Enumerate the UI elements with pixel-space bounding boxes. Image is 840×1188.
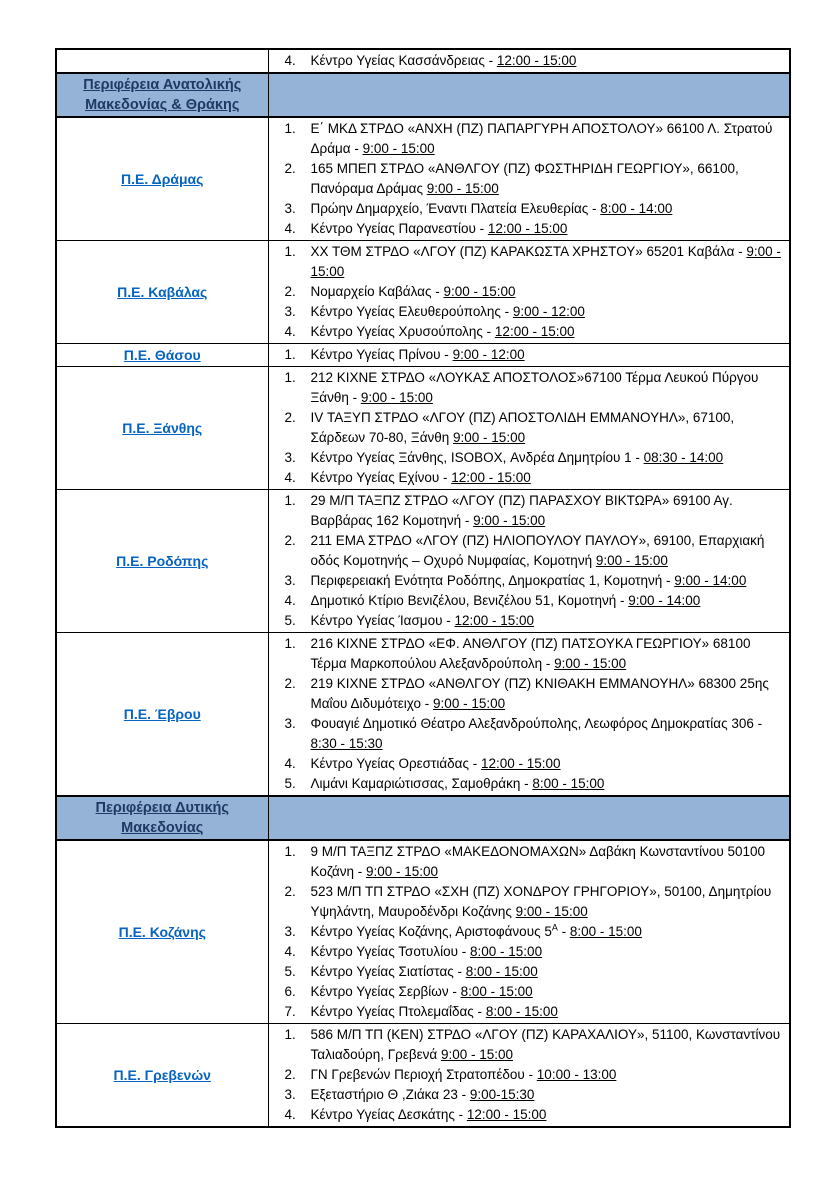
item-text: 219 ΚΙΧΝΕ ΣΤΡΔΟ «ΑΝΘΛΓΟΥ (ΠΖ) ΚΝΙΘΑΚΗ ΕΜΜΑΝΟΥΗΛ» 68300 25ης Μαΐου Διδυμότειχο - 9:00 - 15:00	[310, 676, 769, 711]
item-text: 9 Μ/Π ΤΑΞΠΖ ΣΤΡΔΟ «ΜΑΚΕΔΟΝΟΜΑΧΩΝ» Δαβάκη Κωνσταντίνου 50100 Κοζάνη - 9:00 - 15:00	[310, 844, 766, 879]
item-hours: 8:00 - 15:00	[485, 1004, 558, 1019]
item-text: Νομαρχείο Καβάλας - 9:00 - 15:00	[310, 284, 516, 299]
table-row	[56, 241, 790, 344]
list-item	[271, 199, 788, 219]
locations-cell	[268, 490, 790, 633]
item-hours: 8:00 - 15:00	[465, 964, 538, 979]
item-number: 3.	[284, 716, 296, 731]
list-item	[271, 714, 788, 754]
item-hours: 8:00 - 15:00	[532, 776, 605, 791]
item-text: Κέντρο Υγείας Ξάνθης, ISOBOX, Ανδρέα Δημητρίου 1 - 08:30 - 14:00	[310, 450, 724, 465]
region-link[interactable]: Π.Ε. Καβάλας	[117, 284, 208, 300]
list-item	[271, 611, 788, 631]
item-text: Περιφερειακή Ενότητα Ροδόπης, Δημοκρατίας 1, Κομοτηνή - 9:00 - 14:00	[310, 573, 747, 588]
item-number: 3.	[284, 450, 296, 465]
list-item	[271, 448, 788, 468]
region-cell	[56, 241, 268, 344]
list-item	[271, 51, 788, 71]
item-text: Κέντρο Υγείας Παρανεστίου - 12:00 - 15:00	[310, 221, 568, 236]
list-item	[271, 1065, 788, 1085]
table-row	[56, 633, 790, 797]
list-item	[271, 119, 788, 159]
locations-cell	[268, 49, 790, 73]
region-cell	[56, 490, 268, 633]
item-number: 4.	[284, 53, 296, 68]
item-superscript: Α	[551, 922, 558, 933]
item-number: 4.	[284, 324, 296, 339]
item-number: 4.	[284, 756, 296, 771]
region-header-cell	[56, 796, 268, 840]
item-text: ΓΝ Γρεβενών Περιοχή Στρατοπέδου - 10:00 - 13:00	[310, 1067, 617, 1082]
item-text: 29 Μ/Π ΤΑΞΠΖ ΣΤΡΔΟ «ΛΓΟΥ (ΠΖ) ΠΑΡΑΣΧΟΥ ΒΙΚΤΩΡΑ» 69100 Αγ. Βαρβάρας 162 Κομοτηνή - 9:00 - 15:00	[310, 493, 733, 528]
region-header-empty-cell	[268, 796, 790, 840]
item-text: Πρώην Δημαρχείο, Έναντι Πλατεία Ελευθερίας - 8:00 - 14:00	[310, 201, 673, 216]
item-hours: 9:00 - 15:00	[443, 284, 516, 299]
item-number: 3.	[284, 201, 296, 216]
item-number: 2.	[284, 533, 296, 548]
region-cell	[56, 344, 268, 367]
region-cell	[56, 1024, 268, 1128]
region-link[interactable]: Π.Ε. Δράμας	[121, 171, 204, 187]
region-header-empty-cell	[268, 73, 790, 117]
list-item	[271, 282, 788, 302]
item-number: 4.	[284, 944, 296, 959]
item-hours: 9:00 - 14:00	[628, 593, 701, 608]
item-hours: 12:00 - 15:00	[480, 756, 561, 771]
item-number: 4.	[284, 593, 296, 608]
item-hours: 9:00-15:30	[469, 1087, 535, 1102]
item-hours: 12:00 - 15:00	[494, 324, 575, 339]
item-number: 2.	[284, 410, 296, 425]
item-number: 3.	[284, 924, 296, 939]
item-number: 1.	[284, 493, 296, 508]
list-item	[271, 1025, 788, 1065]
item-text: Κέντρο Υγείας Δεσκάτης - 12:00 - 15:00	[310, 1107, 547, 1122]
item-text: 165 ΜΠΕΠ ΣΤΡΔΟ «ΑΝΘΛΓΟΥ (ΠΖ) ΦΩΣΤΗΡΙΔΗ ΓΕΩΡΓΙΟΥ», 66100, Πανόραμα Δράμας 9:00 - 15:00	[310, 161, 739, 196]
list-item	[271, 962, 788, 982]
list-item	[271, 408, 788, 448]
region-cell	[56, 49, 268, 73]
list-item	[271, 345, 788, 365]
region-header-label: Περιφέρεια Ανατολικής Μακεδονίας & Θράκης	[83, 77, 242, 113]
item-text: Κέντρο Υγείας Κοζάνης, Αριστοφάνους $5^A$ - 8:00 - 15:00	[310, 922, 642, 939]
item-hours: 9:00 - 15:00	[473, 513, 546, 528]
item-number: 5.	[284, 964, 296, 979]
region-cell	[56, 367, 268, 490]
item-text: ΧΧ ΤΘΜ ΣΤΡΔΟ «ΛΓΟΥ (ΠΖ) ΚΑΡΑΚΩΣΤΑ ΧΡΗΣΤΟΥ» 65201 Καβάλα - 9:00 - 15:00	[310, 244, 781, 279]
table-row	[56, 117, 790, 241]
item-number: 1.	[284, 370, 296, 385]
item-hours: 9:00 - 15:00	[554, 656, 627, 671]
item-text: 212 ΚΙΧΝΕ ΣΤΡΔΟ «ΛΟΥΚΑΣ ΑΠΟΣΤΟΛΟΣ»67100 Τέρμα Λευκού Πύργου Ξάνθη - 9:00 - 15:00	[310, 370, 759, 405]
item-number: 5.	[284, 776, 296, 791]
item-number: 1.	[284, 244, 296, 259]
list-item	[271, 468, 788, 488]
item-text: Φουαγιέ Δημοτικό Θέατρο Αλεξανδρούπολης, Λεωφόρος Δημοκρατίας 306 - 8:30 - 15:30	[310, 716, 763, 751]
list-item	[271, 942, 788, 962]
item-text: Εξεταστήριο Θ ,Ζιάκα 23 - 9:00-15:30	[310, 1087, 535, 1102]
list-item	[271, 242, 788, 282]
item-hours: 9:00 - 15:00	[360, 390, 433, 405]
item-number: 3.	[284, 573, 296, 588]
item-number: 4.	[284, 1107, 296, 1122]
list-item	[271, 982, 788, 1002]
item-number: 1.	[284, 121, 296, 136]
item-number: 2.	[284, 884, 296, 899]
list-item	[271, 531, 788, 571]
locations-cell	[268, 117, 790, 241]
region-header-row	[56, 73, 790, 117]
region-header-row	[56, 796, 790, 840]
region-link[interactable]: Π.Ε. Κοζάνης	[118, 924, 206, 940]
schedule-table-body	[56, 49, 790, 1127]
item-hours: 9:00 - 12:00	[512, 304, 585, 319]
list-item	[271, 882, 788, 922]
item-number: 2.	[284, 284, 296, 299]
region-cell	[56, 633, 268, 797]
item-hours: 9:00 - 15:00	[365, 864, 439, 879]
item-number: 3.	[284, 1087, 296, 1102]
item-text: Κέντρο Υγείας Σερβίων - 8:00 - 15:00	[310, 984, 533, 999]
item-hours: 9:00 - 14:00	[674, 573, 747, 588]
item-text: Λιμάνι Καμαριώτισσας, Σαμοθράκη - 8:00 - 15:00	[310, 776, 605, 791]
region-cell	[56, 840, 268, 1024]
list-item	[271, 571, 788, 591]
item-number: 4.	[284, 221, 296, 236]
table-row	[56, 490, 790, 633]
item-text: Κέντρο Υγείας Σιατίστας - 8:00 - 15:00	[310, 964, 538, 979]
table-row	[56, 1024, 790, 1128]
item-hours: 9:00 - 15:00	[426, 181, 499, 196]
item-text: Κέντρο Υγείας Ίασμου - 12:00 - 15:00	[310, 613, 535, 628]
locations-cell	[268, 840, 790, 1024]
item-text: Δημοτικό Κτίριο Βενιζέλου, Βενιζέλου 51, Κομοτηνή - 9:00 - 14:00	[310, 593, 701, 608]
item-hours: 9:00 - 15:00	[433, 696, 506, 711]
item-number: 1.	[284, 1027, 296, 1042]
region-header-cell	[56, 73, 268, 117]
table-row	[56, 367, 790, 490]
item-hours: 9:00 - 15:00	[362, 141, 435, 156]
table-row	[56, 49, 790, 73]
item-hours: 9:00 - 15:00	[310, 244, 781, 279]
item-hours: 12:00 - 15:00	[466, 1107, 547, 1122]
item-hours: 8:00 - 15:00	[460, 984, 533, 999]
list-item	[271, 302, 788, 322]
item-number: 1.	[284, 347, 296, 362]
list-item	[271, 634, 788, 674]
item-number: 2.	[284, 676, 296, 691]
table-row	[56, 344, 790, 367]
item-text: Ε΄ ΜΚΔ ΣΤΡΔΟ «ΑΝΧΗ (ΠΖ) ΠΑΠΑΡΓΥΡΗ ΑΠΟΣΤΟΛΟΥ» 66100 Λ. Στρατού Δράμα - 9:00 - 15:00	[310, 121, 773, 156]
list-item	[271, 368, 788, 408]
item-hours: 9:00 - 15:00	[453, 430, 526, 445]
region-header-label: Περιφέρεια Δυτικής Μακεδονίας	[95, 800, 229, 836]
item-number: 1.	[284, 636, 296, 651]
item-number: 5.	[284, 613, 296, 628]
item-text: Κέντρο Υγείας Ορεστιάδας - 12:00 - 15:00	[310, 756, 561, 771]
list-item	[271, 491, 788, 531]
list-item	[271, 322, 788, 342]
list-item	[271, 1085, 788, 1105]
list-item	[271, 219, 788, 239]
item-text: Κέντρο Υγείας Πτολεμαΐδας - 8:00 - 15:00	[310, 1004, 558, 1019]
item-number: 6.	[284, 984, 296, 999]
locations-cell	[268, 367, 790, 490]
list-item	[271, 754, 788, 774]
item-number: 1.	[284, 844, 296, 859]
item-hours: 8:30 - 15:30	[310, 736, 383, 751]
item-number: 2.	[284, 1067, 296, 1082]
locations-cell	[268, 344, 790, 367]
list-item	[271, 1002, 788, 1022]
item-hours: 9:00 - 15:00	[440, 1047, 514, 1062]
list-item	[271, 1105, 788, 1125]
item-hours: 12:00 - 15:00	[454, 613, 535, 628]
item-text: Κέντρο Υγείας Ελευθερούπολης - 9:00 - 12:00	[310, 304, 585, 319]
item-text: Κέντρο Υγείας Χρυσούπολης - 12:00 - 15:00	[310, 324, 575, 339]
item-text: 211 ΕΜΑ ΣΤΡΔΟ «ΛΓΟΥ (ΠΖ) ΗΛΙΟΠΟΥΛΟΥ ΠΑΥΛΟΥ», 69100, Επαρχιακή οδός Κομοτηνής – Οχυρό Νυμφαίας, Κομοτηνή 9:00 - 15:00	[310, 533, 765, 568]
item-text: Κέντρο Υγείας Πρίνου - 9:00 - 12:00	[310, 347, 525, 362]
list-item	[271, 674, 788, 714]
table-row	[56, 840, 790, 1024]
region-link[interactable]: Π.Ε. Θάσου	[123, 347, 201, 363]
item-text: IV ΤΑΞΥΠ ΣΤΡΔΟ «ΛΓΟΥ (ΠΖ) ΑΠΟΣΤΟΛΙΔΗ ΕΜΜΑΝΟΥΗΛ», 67100, Σάρδεων 70-80, Ξάνθη 9:00 - 15:00	[310, 410, 735, 445]
list-item	[271, 159, 788, 199]
item-hours: 10:00 - 13:00	[536, 1067, 617, 1082]
item-hours: 12:00 - 15:00	[496, 53, 577, 68]
region-cell	[56, 117, 268, 241]
region-link[interactable]: Π.Ε. Ξάνθης	[122, 420, 203, 436]
region-link[interactable]: Π.Ε. Έβρου	[123, 706, 201, 722]
item-hours: 9:00 - 12:00	[452, 347, 525, 362]
region-link[interactable]: Π.Ε. Ροδόπης	[116, 553, 209, 569]
item-text: Κέντρο Υγείας Εχίνου - 12:00 - 15:00	[310, 470, 531, 485]
region-link[interactable]: Π.Ε. Γρεβενών	[113, 1067, 211, 1083]
list-item	[271, 922, 788, 942]
list-item	[271, 591, 788, 611]
item-hours: 9:00 - 15:00	[515, 904, 588, 919]
item-text: Κέντρο Υγείας Τσοτυλίου - 8:00 - 15:00	[310, 944, 543, 959]
item-number: 4.	[284, 470, 296, 485]
item-hours: 12:00 - 15:00	[451, 470, 531, 485]
item-hours: 12:00 - 15:00	[487, 221, 568, 236]
item-text: 523 Μ/Π ΤΠ ΣΤΡΔΟ «ΣΧΗ (ΠΖ) ΧΟΝΔΡΟΥ ΓΡΗΓΟΡΙΟΥ», 50100, Δημητρίου Υψηλάντη, Μαυροδένδρι Κοζάνης 9:00 - 15:00	[310, 884, 772, 919]
locations-cell	[268, 633, 790, 797]
item-text: 216 ΚΙΧΝΕ ΣΤΡΔΟ «ΕΦ. ΑΝΘΛΓΟΥ (ΠΖ) ΠΑΤΣΟΥΚΑ ΓΕΩΡΓΙΟΥ» 68100 Τέρμα Μαρκοπούλου Αλεξανδρούπολη - 9:00 - 15:00	[310, 636, 751, 671]
item-hours: 8:00 - 15:00	[470, 944, 543, 959]
item-number: 2.	[284, 161, 296, 176]
locations-cell	[268, 1024, 790, 1128]
item-hours: 9:00 - 15:00	[595, 553, 668, 568]
locations-cell	[268, 241, 790, 344]
item-number: 3.	[284, 304, 296, 319]
item-text: Κέντρο Υγείας Κασσάνδρειας - 12:00 - 15:00	[310, 53, 577, 68]
item-hours: 8:00 - 14:00	[600, 201, 673, 216]
schedule-table	[55, 48, 791, 1128]
item-hours: 08:30 - 14:00	[643, 450, 724, 465]
item-hours: 8:00 - 15:00	[569, 924, 642, 939]
item-text: 586 Μ/Π ΤΠ (ΚΕΝ) ΣΤΡΔΟ «ΛΓΟΥ (ΠΖ) ΚΑΡΑΧΑΛΙΟΥ», 51100, Κωνσταντίνου Ταλιαδούρη, Γρεβενά 9:00 - 15:00	[310, 1027, 781, 1062]
list-item	[271, 842, 788, 882]
item-number: 7.	[284, 1004, 296, 1019]
list-item	[271, 774, 788, 794]
